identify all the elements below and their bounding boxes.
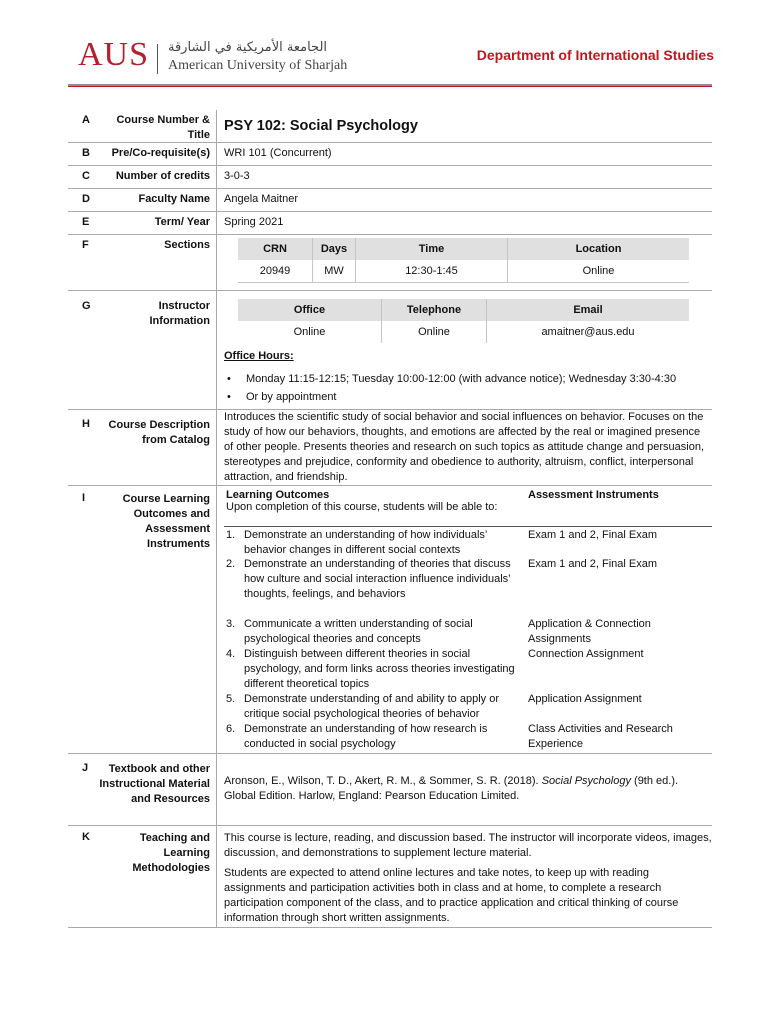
row-letter: H [82,418,90,430]
row-label: Teaching and Learning Methodologies [132,832,210,874]
row-instructor [68,291,712,410]
outcomes-subheading: Upon completion of this course, students will be able to: [226,501,498,513]
row-letter: F [82,239,89,251]
row-letter: J [82,762,89,774]
assessment-heading: Assessment Instruments [528,489,659,501]
row-label: Course Description from Catalog [108,419,210,446]
aus-logo-arabic: الجامعة الأمريكية في الشارقة [168,40,328,55]
list-item: • Monday 11:15-12:15; Tuesday 10:00-12:00 (with advance notice); Wednesday 3:30-4:30 [224,370,712,388]
instructor-email[interactable]: amaitner@aus.edu [541,325,635,338]
row-description [68,410,712,486]
list-item: 2. Demonstrate an understanding of theories that discuss how culture and social interaction influence individuals’ thoughts, feelings, and behaviors Exam 1 and 2, Final Exam [226,558,658,600]
row-credits [68,166,712,189]
section-location: Online [508,260,690,283]
instructor-telephone: Online [382,321,487,343]
sections-header-location: Location [508,238,690,260]
row-letter: G [82,300,91,312]
course-title: PSY 102: Social Psychology [224,118,418,134]
list-item: • Or by appointment [224,388,712,406]
methodology-paragraph: This course is lecture, reading, and discussion based. The instructor will incorporate videos, images, discussion, and demonstrations to supplement lecture material. [224,832,712,859]
textbook-title: Social Psychology [541,775,631,787]
section-crn: 20949 [238,260,313,283]
list-item: 4. Distinguish between different theories in social psychology, and form links across theories investigating different theoretical topics Connection Assignment [226,648,644,690]
prerequisite-value: WRI 101 (Concurrent) [224,147,332,159]
sections-header-crn: CRN [238,238,313,260]
row-sections [68,235,712,291]
term-value: Spring 2021 [224,216,284,228]
logo-divider [157,44,158,74]
row-label: Term/ Year [154,216,210,228]
row-term [68,212,712,235]
section-days: MW [313,260,356,283]
header-rule-accent [68,86,712,87]
list-item: 6. Demonstrate an understanding of how research is conducted in social psychology Class Activities and Research Experience [226,723,673,750]
instructor-header-telephone: Telephone [382,299,487,321]
credits-value: 3-0-3 [224,170,250,182]
row-label: Course Learning Outcomes and Assessment Instruments [122,493,210,550]
row-label: Number of credits [115,170,210,182]
row-label: Pre/Co-requisite(s) [111,147,210,159]
row-label: Sections [164,239,210,251]
row-letter: B [82,147,90,159]
list-item: 1. Demonstrate an understanding of how individuals’ behavior changes in different social contexts Exam 1 and 2, Final Exam [226,529,658,556]
office-hours-list [224,370,712,406]
outcomes-heading: Learning Outcomes [226,489,330,501]
row-label: Textbook and other Instructional Material and Resources [99,763,210,805]
row-outcomes [68,486,712,754]
office-hours-title: Office Hours: [224,350,294,362]
methodology-paragraph: Students are expected to attend online lectures and take notes, to keep up with reading assignments and participation activities both in class and at home, to complete a research participation component of the class, and to practice application and critical thinking of course information through short written assignments. [224,867,679,924]
description-text: Introduces the scientific study of social behavior and social influences on behavior. Focuses on the study of how our behaviors, thoughts, and emotions are affected by the real or imagined presence of other people. Presents theories and research on such topics as attitude change and persuasion, stereotypes and prejudice, conformity and obedience to authority, altruism, conflict, interpersonal attraction, and friendship. [224,411,705,483]
aus-logo-abbr: AUS [78,36,150,73]
outcomes-header [224,488,712,527]
instructor-office: Online [238,321,382,343]
row-label: Instructor Information [149,300,210,327]
department-name: Department of International Studies [476,47,714,63]
instructor-header-email: Email [487,299,690,321]
row-letter: D [82,193,90,205]
row-letter: C [82,170,90,182]
table-row [238,260,689,283]
sections-header-days: Days [313,238,356,260]
aus-logo-english: American University of Sharjah [168,58,348,73]
sections-table [238,238,689,283]
section-time: 12:30-1:45 [356,260,508,283]
row-label: Course Number & Title [116,114,210,141]
sections-header-time: Time [356,238,508,260]
row-label: Faculty Name [138,193,210,205]
textbook-citation: Aronson, E., Wilson, T. D., Akert, R. M., & Sommer, S. R. (2018). Social Psychology (9th ed.). Global Edition. Harlow, England: Pearson Education Limited. [224,775,679,802]
row-letter: E [82,216,90,228]
row-prerequisite [68,143,712,166]
row-letter: I [82,492,86,504]
row-course-title [68,110,712,143]
faculty-value: Angela Maitner [224,193,298,205]
row-letter: K [82,831,90,843]
syllabus-table [68,110,712,928]
table-row [238,321,689,343]
page-header [0,0,768,90]
row-textbook [68,754,712,826]
list-item: 5. Demonstrate understanding of and ability to apply or critique social psychological theories of behavior Application Assignment [226,693,642,720]
row-methodologies [68,826,712,928]
row-faculty [68,189,712,212]
row-letter: A [82,114,90,126]
instructor-header-office: Office [238,299,382,321]
list-item: 3. Communicate a written understanding of social psychological theories and concepts Application & Connection Assignments [226,618,651,645]
instructor-table [238,299,689,343]
